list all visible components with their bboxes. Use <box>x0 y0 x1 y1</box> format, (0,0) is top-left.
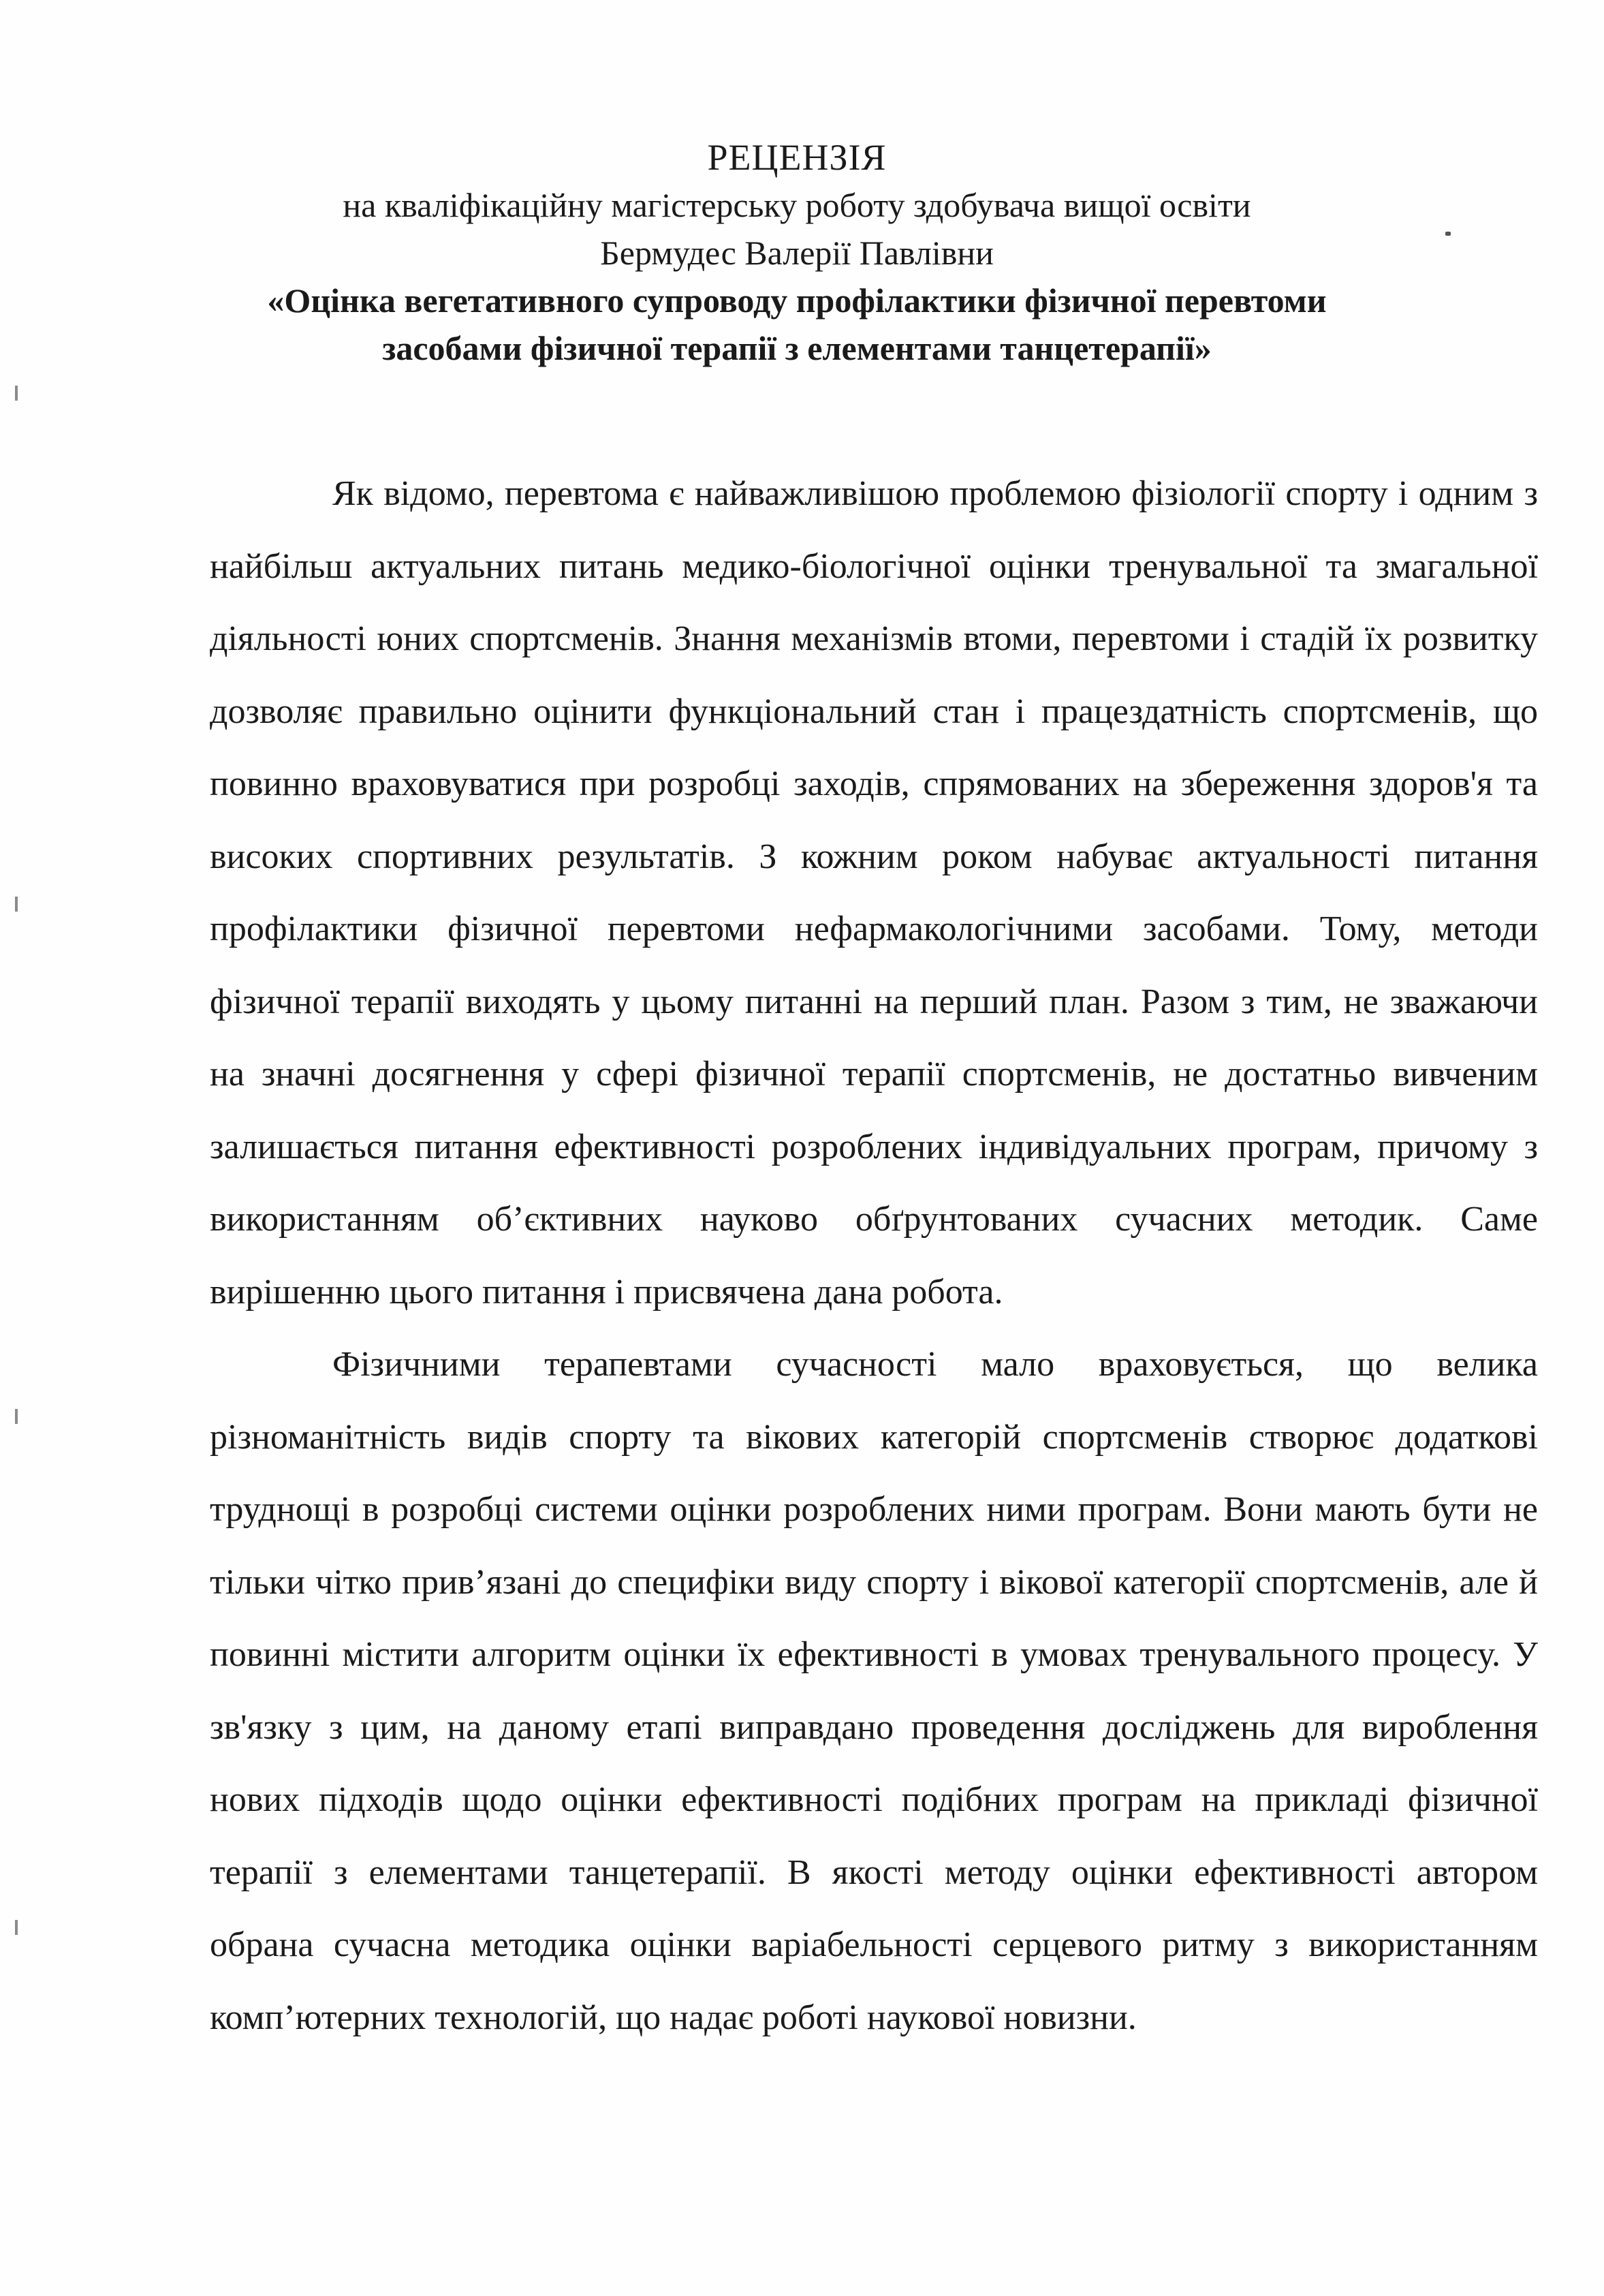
scan-mark <box>15 1409 18 1424</box>
document-subtitle: на кваліфікаційну магістерську роботу здобувача вищої освіти <box>343 186 1251 224</box>
author-name: Бермудес Валерії Павлівни <box>600 234 994 272</box>
scan-mark <box>15 897 18 912</box>
paragraph-2: Фізичними терапевтами сучасності мало враховується, що велика різноманітність видів спорту та вікових категорій спортсменів створює додаткові труднощі в розробці системи оцінки розроблених ними програм. Вони мають бути не тільки чітко прив’язані до специфіки виду спорту і вікової категорії спортсменів, але й повинні містити алгоритм оцінки їх ефективності в умовах тренувального процесу. У зв'язку з цим, на даному етапі виправдано проведення досліджень для вироблення нових підходів щодо оцінки ефективності подібних програм на прикладі фізичної терапії з елементами танцетерапії. В якості методу оцінки ефективності автором обрана сучасна методика оцінки варіабельності серцевого ритму з використанням комп’ютерних технологій, що надає роботі наукової новизни. <box>210 1345 1538 2037</box>
scan-mark <box>15 1920 18 1935</box>
scan-speck <box>1445 232 1451 236</box>
paragraph-1: Як відомо, перевтома є найважливішою проблемою фізіології спорту і одним з найбільш актуальних питань медико-біологічної оцінки тренувальної та змагальної діяльності юних спортсменів. Знання механізмів втоми, перевтоми і стадій їх розвитку дозволяє правильно оцінити функціональний стан і працездатність спортсменів, що повинно враховуватися при розробці заходів, спрямованих на збереження здоров'я та високих спортивних результатів. З кожним роком набуває актуальності питання профілактики фізичної перевтоми нефармакологічними засобами. Тому, методи фізичної терапії виходять у цьому питанні на перший план. Разом з тим, не зважаючи на значні досягнення у сфері фізичної терапії спортсменів, не достатньо вивченим залишається питання ефективності розроблених індивідуальних програм, причому з використанням об’єктивних науково обґрунтованих сучасних методик. Саме вирішенню цього питання і присвячена дана робота. <box>210 474 1538 1312</box>
document-title: РЕЦЕНЗІЯ <box>707 137 887 178</box>
document-heading <box>204 134 1389 372</box>
topic-line-1: «Оцінка вегетативного супроводу профілактики фізичної перевтоми <box>267 281 1327 320</box>
topic-line-2: засобами фізичної терапії з елементами танцетерапії» <box>382 329 1212 367</box>
scan-mark <box>15 386 18 401</box>
document-body <box>210 458 1538 2054</box>
